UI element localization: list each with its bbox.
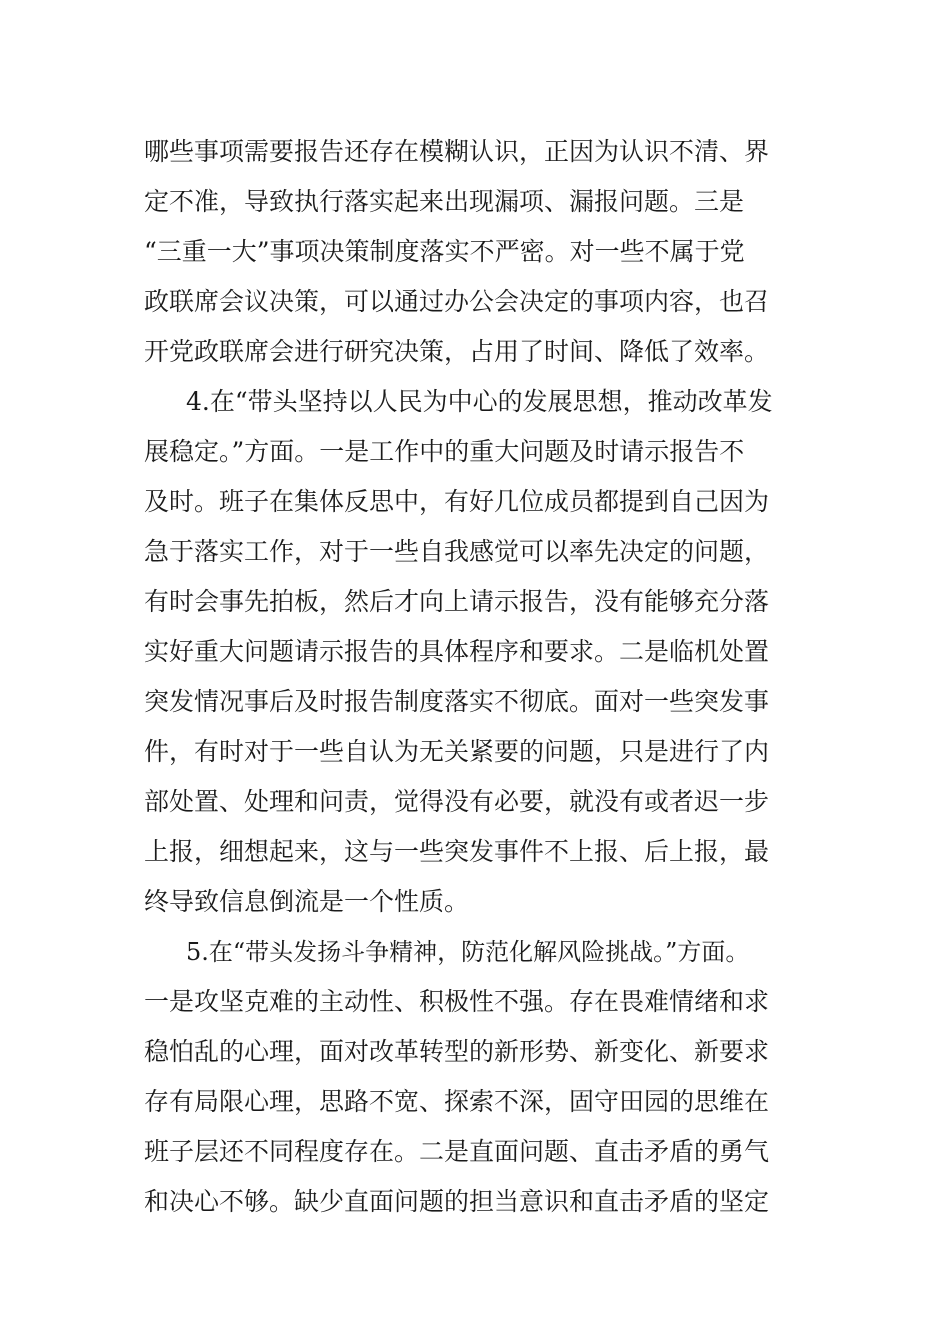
text-line: 哪些事项需要报告还存在模糊认识，正因为认识不清、界 [144, 137, 770, 166]
text-line: 存有局限心理，思路不宽、探索不深，固守田园的思维在 [144, 1087, 770, 1116]
text-line: 上报，细想起来，这与一些突发事件不上报、后上报，最 [144, 837, 770, 866]
text-line: “三重一大”事项决策制度落实不严密。对一些不属于党 [144, 237, 745, 266]
text-line: 展稳定。”方面。一是工作中的重大问题及时请示报告不 [144, 437, 745, 466]
text-line: 件，有时对于一些自认为无关紧要的问题，只是进行了内 [144, 737, 770, 766]
text-line: 定不准，导致执行落实起来出现漏项、漏报问题。三是 [144, 187, 745, 216]
paragraph-4-first-line: 4.在“带头坚持以人民为中心的发展思想，推动改革发 [186, 387, 773, 416]
text-line: 一是攻坚克难的主动性、积极性不强。存在畏难情绪和求 [144, 987, 770, 1016]
text-line: 班子层还不同程度存在。二是直面问题、直击矛盾的勇气 [144, 1137, 770, 1166]
paragraph-5-first-line: 5.在“带头发扬斗争精神，防范化解风险挑战。”方面。 [186, 938, 750, 966]
text-line: 部处置、处理和问责，觉得没有必要，就没有或者迟一步 [144, 787, 770, 816]
text-line: 突发情况事后及时报告制度落实不彻底。面对一些突发事 [144, 687, 770, 716]
text-line: 及时。班子在集体反思中，有好几位成员都提到自己因为 [144, 487, 770, 516]
text-line: 终导致信息倒流是一个性质。 [144, 887, 470, 916]
text-line: 稳怕乱的心理，面对改革转型的新形势、新变化、新要求 [144, 1037, 770, 1066]
text-line: 开党政联席会进行研究决策，占用了时间、降低了效率。 [144, 337, 770, 366]
text-line: 有时会事先拍板，然后才向上请示报告，没有能够充分落 [144, 587, 770, 616]
text-line: 实好重大问题请示报告的具体程序和要求。二是临机处置 [144, 637, 770, 666]
text-line: 政联席会议决策，可以通过办公会决定的事项内容，也召 [144, 287, 770, 316]
text-line: 急于落实工作，对于一些自我感觉可以率先决定的问题， [144, 537, 770, 566]
text-line: 和决心不够。缺少直面问题的担当意识和直击矛盾的坚定 [144, 1187, 770, 1216]
